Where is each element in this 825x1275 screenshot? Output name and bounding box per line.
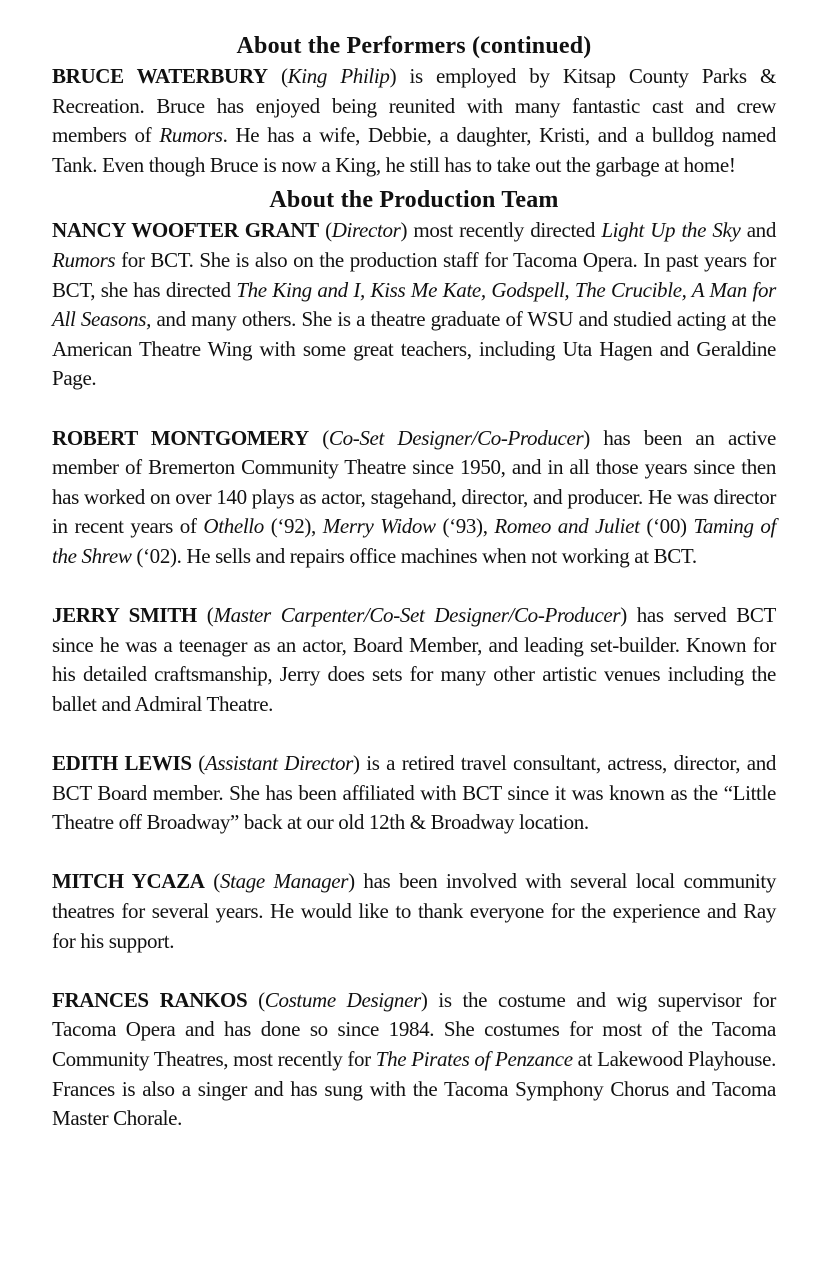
bio-text: . He has a wife, Debbie, a daughter, Kristi, and a bulldog named Tank. Even though Bruce is now a King, he still has to take out the garbage at home!	[52, 123, 776, 177]
bio-paragraph: EDITH LEWIS (Assistant Director) is a retired travel consultant, actress, director, and BCT Board member. She has been affiliated with BCT since it was known as the “Little Theatre off Broadway” back at our old 12th & Broadway location.	[52, 751, 777, 835]
bio-name: NANCY WOOFTER GRANT	[52, 218, 319, 243]
italic-title: Othello	[203, 514, 264, 539]
bio-paragraph: MITCH YCAZA (Stage Manager) has been involved with several local community theatres for several years. He would like to thank everyone for the experience and Ray for his support.	[52, 869, 776, 953]
italic-title: Merry Widow	[322, 514, 436, 539]
production-team-heading: About the Production Team	[269, 187, 559, 214]
performers-list	[52, 62, 776, 180]
bio-text: (‘00)	[639, 514, 694, 539]
performers-heading: About the Performers (continued)	[236, 33, 592, 59]
program-page	[52, 28, 776, 1134]
bio-paragraph: ROBERT MONTGOMERY (Co-Set Designer/Co-Producer) has been an active member of Bremerton Community Theatre since 1950, and in all those years since then has worked on over 140 plays as actor, stagehand, director, and producer. He was director in recent years of Othello (‘92), Merry Widow (‘93), Romeo and Juliet (‘00) Taming of the Shrew (‘02). He sells and repairs office machines when not working at BCT.	[52, 425, 777, 568]
bio-text: (‘02). He sells and repairs office machines when not working at BCT.	[131, 543, 697, 568]
bio-text: (‘93),	[435, 514, 495, 539]
bio-text: (‘92),	[263, 514, 323, 539]
bio-name: BRUCE WATERBURY	[52, 64, 268, 88]
production-team-list	[52, 216, 776, 1133]
italic-title: Taming of the Shrew	[52, 514, 777, 568]
bio-role: Assistant Director	[204, 751, 353, 776]
bio-paragraph: BRUCE WATERBURY (King Philip) is employed by Kitsap County Parks & Recreation. Bruce has enjoyed being reunited with many fantastic cast and crew members of Rumors. He has a wife, Debbie, a daughter, Kristi, and a bulldog named Tank. Even though Bruce is now a King, he still has to take out the garbage at home!	[52, 64, 776, 177]
bio-text: has been an active member of Bremerton Community Theatre since 1950, and in all those years since then has worked on over 140 plays as actor, stagehand, director, and producer. He was director in recent years of	[52, 425, 777, 539]
italic-title: The King and I, Kiss Me Kate, Godspell, The Crucible, A Man for All Seasons,	[52, 277, 776, 332]
bio-text: and	[740, 218, 776, 243]
bio-name: FRANCES RANKOS	[52, 987, 248, 1012]
bio-text: is employed by Kitsap County Parks & Recreation. Bruce has enjoyed being reunited with many fantastic cast and crew members of	[52, 64, 776, 148]
bio-paragraph: NANCY WOOFTER GRANT (Director) most recently directed Light Up the Sky and Rumors for BCT. She is also on the production staff for Tacoma Opera. In past years for BCT, she has directed The King and I, Kiss Me Kate, Godspell, The Crucible, A Man for All Seasons, and many others. She is a theatre graduate of WSU and studied acting at the American Theatre Wing with some great teachers, including Uta Hagen and Geraldine Page.	[52, 218, 776, 391]
bio-text: for BCT. She is also on the production staff for Tacoma Opera. In past years for BCT, she has directed	[52, 247, 776, 302]
bio-name: ROBERT MONTGOMERY	[52, 425, 309, 450]
bio-text: is a retired travel consultant, actress, director, and BCT Board member. She has been affiliated with BCT since it was known as the “Little Theatre off Broadway” back at our old 12th & Broadway location.	[52, 751, 777, 835]
italic-title: The Pirates of Penzance	[375, 1047, 573, 1071]
bio-text: at Lakewood Playhouse. Frances is also a singer and has sung with the Tacoma Symphony Chorus and Tacoma Master Chorale.	[52, 1047, 776, 1131]
italic-title: Rumors	[52, 247, 116, 272]
bio-paragraph: FRANCES RANKOS (Costume Designer) is the costume and wig supervisor for Tacoma Opera and has done so since 1984. She costumes for most of the Tacoma Community Theatres, most recently for The Pirates of Penzance at Lakewood Playhouse. Frances is also a singer and has sung with the Tacoma Symphony Chorus and Tacoma Master Chorale.	[52, 987, 776, 1131]
bio-paragraph: JERRY SMITH (Master Carpenter/Co-Set Designer/Co-Producer) has served BCT since he was a teenager as an actor, Board Member, and leading set-builder. Known for his detailed craftsmanship, Jerry does sets for many other artistic venues including the ballet and Admiral Theatre.	[52, 603, 776, 716]
bio-role: Director	[331, 218, 401, 243]
bio-name: EDITH LEWIS	[52, 751, 192, 776]
bio-text: and many others. She is a theatre graduate of WSU and studied acting at the American Theatre Wing with some great teachers, including Uta Hagen and Geraldine Page.	[52, 307, 776, 391]
bio-role: King Philip	[287, 64, 390, 88]
bio-name: MITCH YCAZA	[52, 869, 205, 894]
bio-role: Co-Set Designer/Co-Producer	[328, 425, 584, 450]
bio-role: Costume Designer	[264, 987, 421, 1012]
bio-text: is the costume and wig supervisor for Tacoma Opera and has done so since 1984. She costumes for most of the Tacoma Community Theatres, most recently for	[52, 987, 776, 1071]
italic-title: Light Up the Sky	[601, 218, 741, 243]
italic-title: Romeo and Juliet	[494, 514, 640, 539]
bio-role: Master Carpenter/Co-Set Designer/Co-Producer	[213, 603, 621, 628]
bio-text: has served BCT since he was a teenager as an actor, Board Member, and leading set-builder. Known for his detailed craftsmanship, Jerry does sets for many other artistic venues including the ballet and Admiral Theatre.	[52, 603, 776, 716]
bio-role: Stage Manager	[219, 869, 349, 894]
bio-text: has been involved with several local community theatres for several years. He would like to thank everyone for the experience and Ray for his support.	[52, 869, 776, 953]
italic-title: Rumors	[159, 123, 223, 148]
bio-name: JERRY SMITH	[52, 603, 197, 628]
bio-text: most recently directed	[407, 218, 602, 243]
